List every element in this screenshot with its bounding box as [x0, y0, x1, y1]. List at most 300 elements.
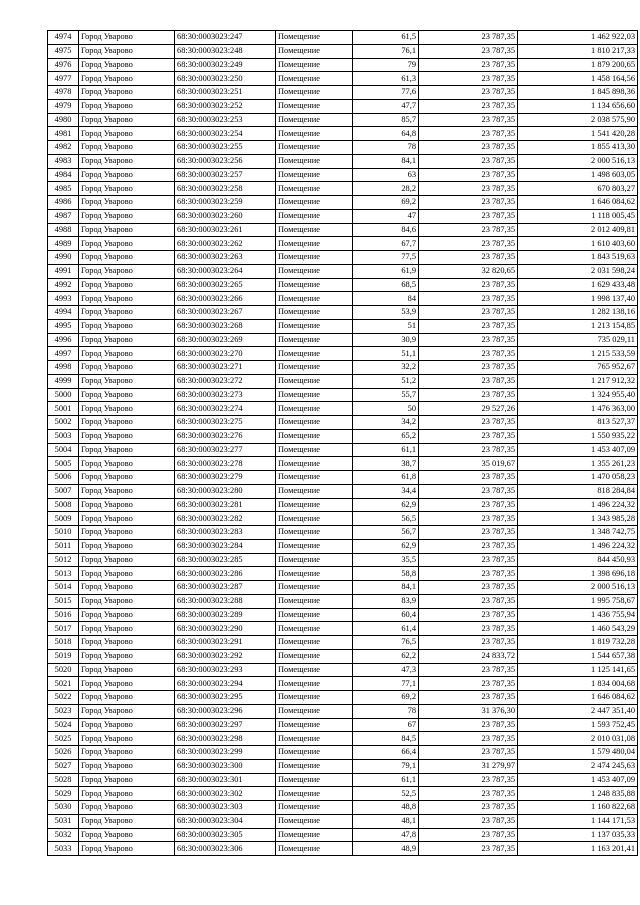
area-cell: 55,7	[353, 388, 419, 402]
cadastral-number-cell: 68:30:0003023:256	[175, 154, 276, 168]
locality-cell: Город Уварово	[79, 429, 175, 443]
object-type-cell: Помещение	[276, 567, 353, 581]
cadastral-value-cell: 1 453 407,09	[518, 773, 638, 787]
cadastral-value-cell: 1 998 137,40	[518, 292, 638, 306]
locality-cell: Город Уварово	[79, 347, 175, 361]
cadastral-number-cell: 68:30:0003023:264	[175, 264, 276, 278]
table-row	[48, 567, 638, 581]
object-type-cell: Помещение	[276, 292, 353, 306]
table-row	[48, 484, 638, 498]
locality-cell: Город Уварово	[79, 182, 175, 196]
cadastral-value-cell: 1 834 004,68	[518, 677, 638, 691]
locality-cell: Город Уварово	[79, 732, 175, 746]
cadastral-value-cell: 1 496 224,32	[518, 498, 638, 512]
unit-value-cell: 23 787,35	[419, 154, 518, 168]
area-cell: 61,1	[353, 443, 419, 457]
table-row	[48, 86, 638, 100]
unit-value-cell: 23 787,35	[419, 801, 518, 815]
object-type-cell: Помещение	[276, 416, 353, 430]
locality-cell: Город Уварово	[79, 209, 175, 223]
unit-value-cell: 31 376,30	[419, 704, 518, 718]
object-type-cell: Помещение	[276, 718, 353, 732]
table-row	[48, 182, 638, 196]
row-number-cell: 5018	[48, 636, 79, 650]
area-cell: 48,9	[353, 842, 419, 856]
object-type-cell: Помещение	[276, 402, 353, 416]
object-type-cell: Помещение	[276, 581, 353, 595]
cadastral-value-cell: 1 646 084,62	[518, 691, 638, 705]
cadastral-value-cell: 2 012 409,81	[518, 223, 638, 237]
area-cell: 48,8	[353, 801, 419, 815]
object-type-cell: Помещение	[276, 374, 353, 388]
locality-cell: Город Уварово	[79, 801, 175, 815]
row-number-cell: 4975	[48, 44, 79, 58]
object-type-cell: Помещение	[276, 347, 353, 361]
unit-value-cell: 23 787,35	[419, 471, 518, 485]
area-cell: 62,9	[353, 498, 419, 512]
locality-cell: Город Уварово	[79, 842, 175, 856]
cadastral-value-cell: 1 476 363,00	[518, 402, 638, 416]
unit-value-cell: 23 787,35	[419, 333, 518, 347]
row-number-cell: 5024	[48, 718, 79, 732]
cadastral-value-cell: 1 217 912,32	[518, 374, 638, 388]
row-number-cell: 4987	[48, 209, 79, 223]
table-row	[48, 457, 638, 471]
object-type-cell: Помещение	[276, 759, 353, 773]
row-number-cell: 5013	[48, 567, 79, 581]
object-type-cell: Помещение	[276, 306, 353, 320]
area-cell: 28,2	[353, 182, 419, 196]
cadastral-value-cell: 765 952,67	[518, 361, 638, 375]
locality-cell: Город Уварово	[79, 773, 175, 787]
object-type-cell: Помещение	[276, 526, 353, 540]
cadastral-value-cell: 1 144 171,53	[518, 814, 638, 828]
table-row	[48, 264, 638, 278]
table-row	[48, 553, 638, 567]
unit-value-cell: 31 279,97	[419, 759, 518, 773]
unit-value-cell: 23 787,35	[419, 787, 518, 801]
locality-cell: Город Уварово	[79, 113, 175, 127]
cadastral-number-cell: 68:30:0003023:253	[175, 113, 276, 127]
cadastral-number-cell: 68:30:0003023:265	[175, 278, 276, 292]
object-type-cell: Помещение	[276, 72, 353, 86]
table-row	[48, 842, 638, 856]
area-cell: 38,7	[353, 457, 419, 471]
unit-value-cell: 23 787,35	[419, 141, 518, 155]
unit-value-cell: 23 787,35	[419, 484, 518, 498]
unit-value-cell: 23 787,35	[419, 512, 518, 526]
table-row	[48, 814, 638, 828]
area-cell: 50	[353, 402, 419, 416]
unit-value-cell: 23 787,35	[419, 567, 518, 581]
row-number-cell: 5011	[48, 539, 79, 553]
object-type-cell: Помещение	[276, 773, 353, 787]
row-number-cell: 4985	[48, 182, 79, 196]
locality-cell: Город Уварово	[79, 457, 175, 471]
unit-value-cell: 23 787,35	[419, 347, 518, 361]
cadastral-value-cell: 1 646 084,62	[518, 196, 638, 210]
unit-value-cell: 23 787,35	[419, 594, 518, 608]
table-row	[48, 154, 638, 168]
cadastral-number-cell: 68:30:0003023:247	[175, 31, 276, 45]
cadastral-number-cell: 68:30:0003023:252	[175, 99, 276, 113]
locality-cell: Город Уварово	[79, 168, 175, 182]
cadastral-value-cell: 1 125 141,65	[518, 663, 638, 677]
locality-cell: Город Уварово	[79, 759, 175, 773]
area-cell: 56,5	[353, 512, 419, 526]
area-cell: 47	[353, 209, 419, 223]
unit-value-cell: 23 787,35	[419, 498, 518, 512]
locality-cell: Город Уварово	[79, 31, 175, 45]
object-type-cell: Помещение	[276, 663, 353, 677]
area-cell: 32,2	[353, 361, 419, 375]
table-row	[48, 704, 638, 718]
row-number-cell: 5010	[48, 526, 79, 540]
locality-cell: Город Уварово	[79, 484, 175, 498]
area-cell: 78	[353, 704, 419, 718]
object-type-cell: Помещение	[276, 333, 353, 347]
row-number-cell: 4995	[48, 319, 79, 333]
locality-cell: Город Уварово	[79, 443, 175, 457]
table-row	[48, 402, 638, 416]
cadastral-number-cell: 68:30:0003023:269	[175, 333, 276, 347]
object-type-cell: Помещение	[276, 388, 353, 402]
cadastral-number-cell: 68:30:0003023:296	[175, 704, 276, 718]
object-type-cell: Помещение	[276, 622, 353, 636]
object-type-cell: Помещение	[276, 608, 353, 622]
cadastral-value-cell: 1 134 656,60	[518, 99, 638, 113]
locality-cell: Город Уварово	[79, 127, 175, 141]
unit-value-cell: 23 787,35	[419, 196, 518, 210]
table-row	[48, 429, 638, 443]
unit-value-cell: 23 787,35	[419, 553, 518, 567]
unit-value-cell: 23 787,35	[419, 842, 518, 856]
row-number-cell: 5023	[48, 704, 79, 718]
unit-value-cell: 23 787,35	[419, 732, 518, 746]
object-type-cell: Помещение	[276, 443, 353, 457]
table-row	[48, 828, 638, 842]
cadastral-number-cell: 68:30:0003023:295	[175, 691, 276, 705]
locality-cell: Город Уварово	[79, 278, 175, 292]
unit-value-cell: 23 787,35	[419, 209, 518, 223]
row-number-cell: 4978	[48, 86, 79, 100]
cadastral-value-cell: 1 160 822,68	[518, 801, 638, 815]
table-row	[48, 691, 638, 705]
area-cell: 52,5	[353, 787, 419, 801]
area-cell: 77,5	[353, 251, 419, 265]
row-number-cell: 5000	[48, 388, 79, 402]
cadastral-number-cell: 68:30:0003023:267	[175, 306, 276, 320]
table-row	[48, 388, 638, 402]
table-row	[48, 594, 638, 608]
cadastral-value-cell: 1 629 433,48	[518, 278, 638, 292]
unit-value-cell: 23 787,35	[419, 99, 518, 113]
cadastral-number-cell: 68:30:0003023:293	[175, 663, 276, 677]
row-number-cell: 4990	[48, 251, 79, 265]
cadastral-number-cell: 68:30:0003023:299	[175, 746, 276, 760]
locality-cell: Город Уварово	[79, 787, 175, 801]
cadastral-value-cell: 1 462 922,03	[518, 31, 638, 45]
area-cell: 84,1	[353, 581, 419, 595]
table-row	[48, 732, 638, 746]
cadastral-number-cell: 68:30:0003023:288	[175, 594, 276, 608]
cadastral-value-cell: 1 343 985,28	[518, 512, 638, 526]
cadastral-number-cell: 68:30:0003023:260	[175, 209, 276, 223]
unit-value-cell: 23 787,35	[419, 278, 518, 292]
cadastral-number-cell: 68:30:0003023:305	[175, 828, 276, 842]
cadastral-value-cell: 1 845 898,36	[518, 86, 638, 100]
area-cell: 85,7	[353, 113, 419, 127]
cadastral-value-cell: 1 610 403,60	[518, 237, 638, 251]
row-number-cell: 5004	[48, 443, 79, 457]
cadastral-value-cell: 2 000 516,13	[518, 154, 638, 168]
cadastral-value-cell: 1 213 154,85	[518, 319, 638, 333]
row-number-cell: 4998	[48, 361, 79, 375]
area-cell: 84	[353, 292, 419, 306]
object-type-cell: Помещение	[276, 168, 353, 182]
table-row	[48, 416, 638, 430]
row-number-cell: 4999	[48, 374, 79, 388]
row-number-cell: 5026	[48, 746, 79, 760]
locality-cell: Город Уварово	[79, 608, 175, 622]
cadastral-number-cell: 68:30:0003023:302	[175, 787, 276, 801]
area-cell: 51	[353, 319, 419, 333]
table-row	[48, 223, 638, 237]
area-cell: 67,7	[353, 237, 419, 251]
object-type-cell: Помещение	[276, 636, 353, 650]
table-row	[48, 746, 638, 760]
area-cell: 62,2	[353, 649, 419, 663]
unit-value-cell: 23 787,35	[419, 237, 518, 251]
object-type-cell: Помещение	[276, 649, 353, 663]
cadastral-number-cell: 68:30:0003023:262	[175, 237, 276, 251]
object-type-cell: Помещение	[276, 471, 353, 485]
table-row	[48, 663, 638, 677]
object-type-cell: Помещение	[276, 787, 353, 801]
object-type-cell: Помещение	[276, 746, 353, 760]
area-cell: 69,2	[353, 196, 419, 210]
area-cell: 77,6	[353, 86, 419, 100]
object-type-cell: Помещение	[276, 814, 353, 828]
cadastral-number-cell: 68:30:0003023:280	[175, 484, 276, 498]
object-type-cell: Помещение	[276, 732, 353, 746]
unit-value-cell: 23 787,35	[419, 319, 518, 333]
unit-value-cell: 23 787,35	[419, 746, 518, 760]
area-cell: 66,4	[353, 746, 419, 760]
locality-cell: Город Уварово	[79, 237, 175, 251]
table-row	[48, 759, 638, 773]
row-number-cell: 5003	[48, 429, 79, 443]
cadastral-value-cell: 2 038 575,90	[518, 113, 638, 127]
object-type-cell: Помещение	[276, 319, 353, 333]
cadastral-number-cell: 68:30:0003023:290	[175, 622, 276, 636]
locality-cell: Город Уварово	[79, 402, 175, 416]
cadastral-number-cell: 68:30:0003023:263	[175, 251, 276, 265]
area-cell: 61,1	[353, 773, 419, 787]
row-number-cell: 5022	[48, 691, 79, 705]
cadastral-value-table	[47, 30, 638, 856]
table-row	[48, 498, 638, 512]
locality-cell: Город Уварово	[79, 691, 175, 705]
table-row	[48, 443, 638, 457]
unit-value-cell: 24 833,72	[419, 649, 518, 663]
cadastral-value-cell: 1 593 752,45	[518, 718, 638, 732]
area-cell: 84,5	[353, 732, 419, 746]
cadastral-number-cell: 68:30:0003023:249	[175, 58, 276, 72]
area-cell: 47,3	[353, 663, 419, 677]
locality-cell: Город Уварово	[79, 649, 175, 663]
locality-cell: Город Уварово	[79, 388, 175, 402]
object-type-cell: Помещение	[276, 196, 353, 210]
locality-cell: Город Уварово	[79, 72, 175, 86]
object-type-cell: Помещение	[276, 361, 353, 375]
row-number-cell: 4977	[48, 72, 79, 86]
area-cell: 64,8	[353, 127, 419, 141]
table-row	[48, 787, 638, 801]
row-number-cell: 4984	[48, 168, 79, 182]
area-cell: 79,1	[353, 759, 419, 773]
unit-value-cell: 23 787,35	[419, 608, 518, 622]
unit-value-cell: 23 787,35	[419, 622, 518, 636]
row-number-cell: 5027	[48, 759, 79, 773]
cadastral-number-cell: 68:30:0003023:297	[175, 718, 276, 732]
object-type-cell: Помещение	[276, 127, 353, 141]
locality-cell: Город Уварово	[79, 746, 175, 760]
row-number-cell: 5012	[48, 553, 79, 567]
unit-value-cell: 23 787,35	[419, 691, 518, 705]
cadastral-value-cell: 1 348 742,75	[518, 526, 638, 540]
unit-value-cell: 23 787,35	[419, 718, 518, 732]
locality-cell: Город Уварово	[79, 553, 175, 567]
table-row	[48, 113, 638, 127]
unit-value-cell: 23 787,35	[419, 31, 518, 45]
cadastral-number-cell: 68:30:0003023:291	[175, 636, 276, 650]
row-number-cell: 5017	[48, 622, 79, 636]
cadastral-value-cell: 1 995 758,67	[518, 594, 638, 608]
object-type-cell: Помещение	[276, 31, 353, 45]
locality-cell: Город Уварово	[79, 306, 175, 320]
unit-value-cell: 23 787,35	[419, 663, 518, 677]
cadastral-value-cell: 1 541 420,28	[518, 127, 638, 141]
cadastral-value-cell: 1 810 217,33	[518, 44, 638, 58]
area-cell: 53,9	[353, 306, 419, 320]
row-number-cell: 5008	[48, 498, 79, 512]
locality-cell: Город Уварово	[79, 828, 175, 842]
table-row	[48, 127, 638, 141]
table-row	[48, 319, 638, 333]
area-cell: 83,9	[353, 594, 419, 608]
locality-cell: Город Уварово	[79, 581, 175, 595]
area-cell: 56,7	[353, 526, 419, 540]
row-number-cell: 5002	[48, 416, 79, 430]
table-row	[48, 196, 638, 210]
object-type-cell: Помещение	[276, 141, 353, 155]
cadastral-number-cell: 68:30:0003023:277	[175, 443, 276, 457]
unit-value-cell: 23 787,35	[419, 182, 518, 196]
locality-cell: Город Уварово	[79, 223, 175, 237]
cadastral-number-cell: 68:30:0003023:287	[175, 581, 276, 595]
unit-value-cell: 23 787,35	[419, 773, 518, 787]
unit-value-cell: 23 787,35	[419, 58, 518, 72]
area-cell: 67	[353, 718, 419, 732]
locality-cell: Город Уварово	[79, 814, 175, 828]
unit-value-cell: 23 787,35	[419, 361, 518, 375]
row-number-cell: 4992	[48, 278, 79, 292]
unit-value-cell: 23 787,35	[419, 306, 518, 320]
row-number-cell: 5033	[48, 842, 79, 856]
cadastral-value-cell: 1 843 519,63	[518, 251, 638, 265]
cadastral-value-cell: 735 029,11	[518, 333, 638, 347]
table-row	[48, 251, 638, 265]
area-cell: 79	[353, 58, 419, 72]
unit-value-cell: 23 787,35	[419, 814, 518, 828]
area-cell: 62,9	[353, 539, 419, 553]
area-cell: 77,1	[353, 677, 419, 691]
locality-cell: Город Уварово	[79, 99, 175, 113]
object-type-cell: Помещение	[276, 113, 353, 127]
row-number-cell: 5015	[48, 594, 79, 608]
object-type-cell: Помещение	[276, 594, 353, 608]
cadastral-value-cell: 2 010 031,08	[518, 732, 638, 746]
locality-cell: Город Уварово	[79, 471, 175, 485]
row-number-cell: 5005	[48, 457, 79, 471]
unit-value-cell: 23 787,35	[419, 127, 518, 141]
cadastral-number-cell: 68:30:0003023:258	[175, 182, 276, 196]
table-row	[48, 773, 638, 787]
cadastral-number-cell: 68:30:0003023:282	[175, 512, 276, 526]
row-number-cell: 4997	[48, 347, 79, 361]
object-type-cell: Помещение	[276, 86, 353, 100]
cadastral-value-cell: 1 470 058,23	[518, 471, 638, 485]
unit-value-cell: 23 787,35	[419, 828, 518, 842]
cadastral-number-cell: 68:30:0003023:268	[175, 319, 276, 333]
area-cell: 58,8	[353, 567, 419, 581]
cadastral-number-cell: 68:30:0003023:304	[175, 814, 276, 828]
object-type-cell: Помещение	[276, 842, 353, 856]
table-row	[48, 58, 638, 72]
unit-value-cell: 23 787,35	[419, 292, 518, 306]
object-type-cell: Помещение	[276, 691, 353, 705]
area-cell: 51,1	[353, 347, 419, 361]
cadastral-number-cell: 68:30:0003023:273	[175, 388, 276, 402]
object-type-cell: Помещение	[276, 512, 353, 526]
locality-cell: Город Уварово	[79, 526, 175, 540]
row-number-cell: 4976	[48, 58, 79, 72]
row-number-cell: 5031	[48, 814, 79, 828]
cadastral-value-cell: 1 498 603,05	[518, 168, 638, 182]
row-number-cell: 4979	[48, 99, 79, 113]
cadastral-value-cell: 813 527,37	[518, 416, 638, 430]
table-body	[48, 31, 638, 856]
table-row	[48, 539, 638, 553]
unit-value-cell: 23 787,35	[419, 388, 518, 402]
area-cell: 51,2	[353, 374, 419, 388]
locality-cell: Город Уварово	[79, 622, 175, 636]
locality-cell: Город Уварово	[79, 44, 175, 58]
locality-cell: Город Уварово	[79, 86, 175, 100]
cadastral-value-cell: 1 436 755,94	[518, 608, 638, 622]
area-cell: 61,8	[353, 471, 419, 485]
cadastral-value-cell: 1 544 657,38	[518, 649, 638, 663]
row-number-cell: 5029	[48, 787, 79, 801]
object-type-cell: Помещение	[276, 154, 353, 168]
table-row	[48, 72, 638, 86]
cadastral-number-cell: 68:30:0003023:254	[175, 127, 276, 141]
cadastral-number-cell: 68:30:0003023:270	[175, 347, 276, 361]
cadastral-value-cell: 1 879 200,65	[518, 58, 638, 72]
object-type-cell: Помещение	[276, 457, 353, 471]
locality-cell: Город Уварово	[79, 704, 175, 718]
